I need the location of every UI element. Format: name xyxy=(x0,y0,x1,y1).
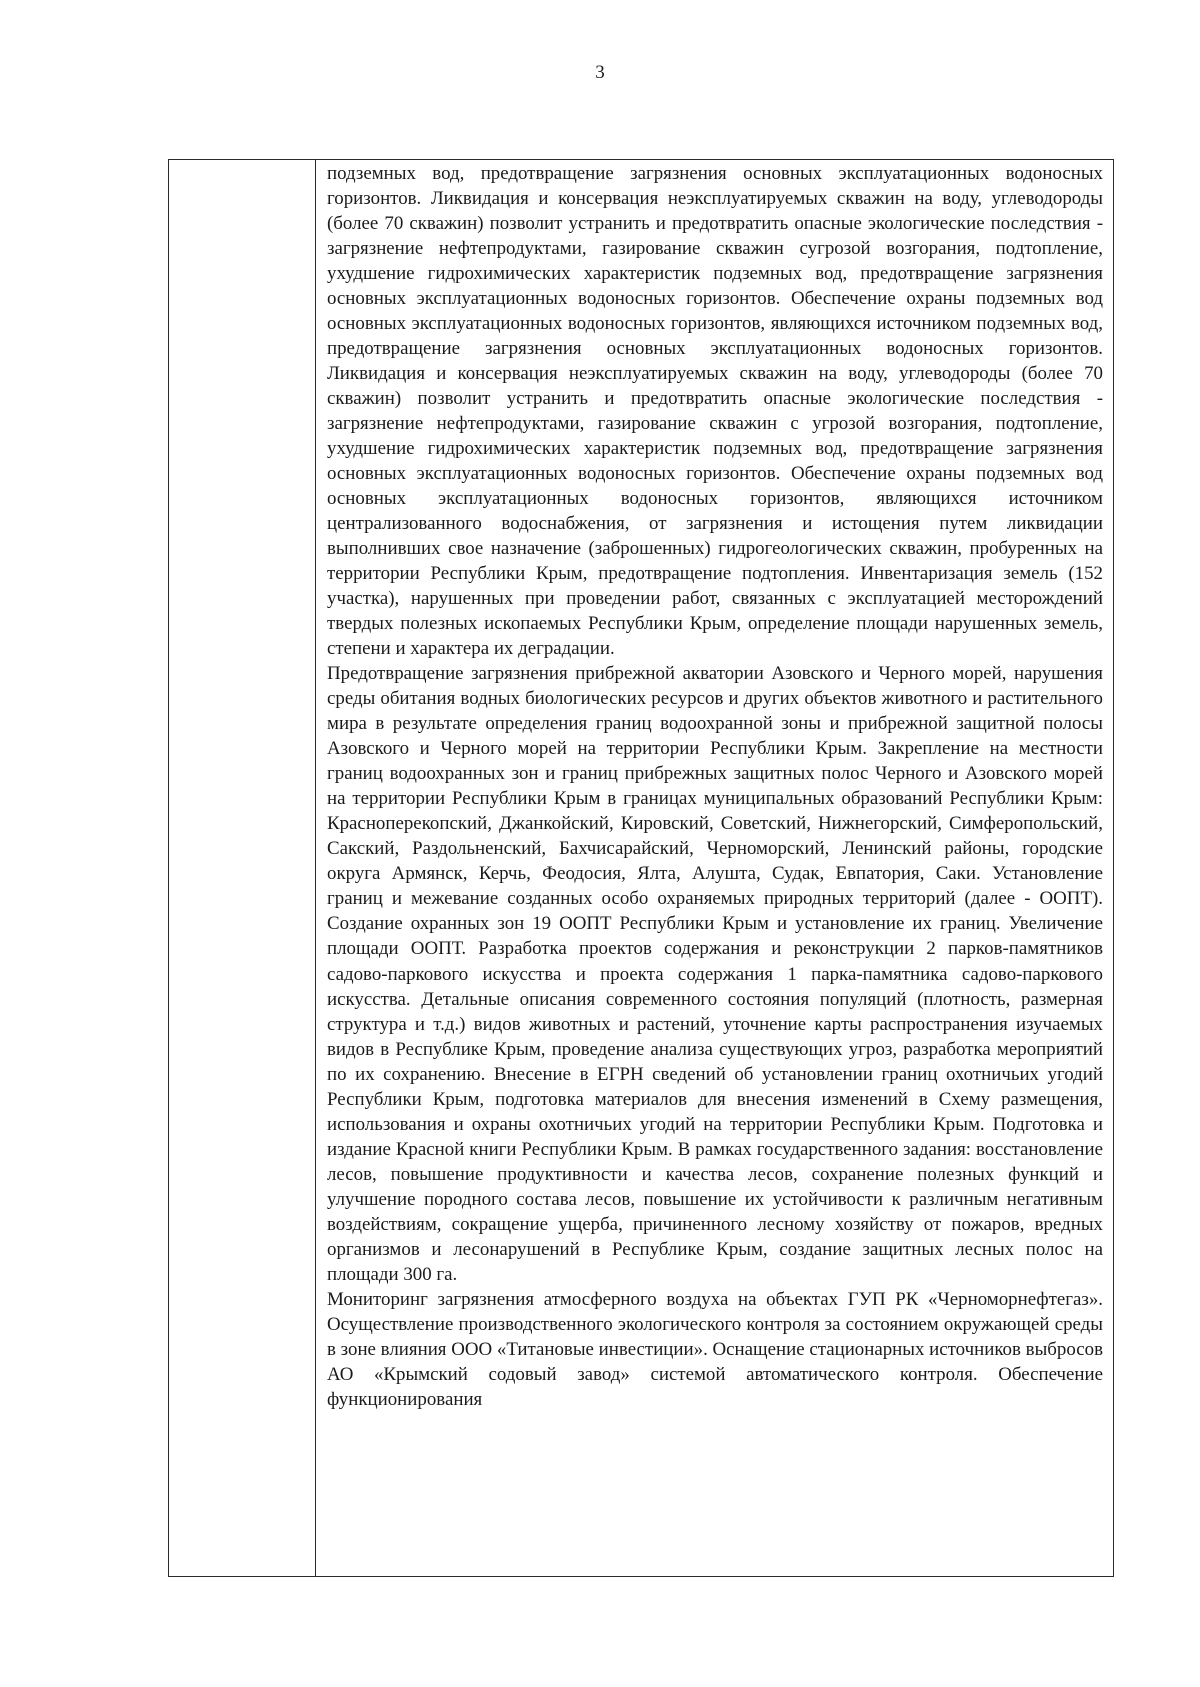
content-table xyxy=(168,159,1114,1577)
paragraph-air-monitoring: Мониторинг загрязнения атмосферного воздуха на объектах ГУП РК «Черноморнефтегаз». Осуществление производственного экологического контроля за состоянием окружающей среды в зоне влияния ООО «Титановые инвестиции». Оснащение стационарных источников выбросов АО «Крымский содовый завод» системой автоматического контроля. Обеспечение функционирования xyxy=(327,1288,1103,1410)
paragraph-coastal-protection: Предотвращение загрязнения прибрежной акватории Азовского и Черного морей, нарушения среды обитания водных биологических ресурсов и других объектов животного и растительного мира в результате определения границ водоохранной зоны и прибрежной защитной полосы Азовского и Черного морей на территории Республики Крым. Закрепление на местности границ водоохранных зон и границ прибрежных защитных полос Черного и Азовского морей на территории Республики Крым в границах муниципальных образований Республики Крым: Красноперекопский, Джанкойский, Кировский, Советский, Нижнегорский, Симферопольский, Сакский, Раздольненский, Бахчисарайский, Черноморский, Ленинский районы, городские округа Армянск, Керчь, Феодосия, Ялта, Алушта, Судак, Евпатория, Саки. Установление границ и межевание созданных особо охраняемых природных территорий (далее - ООПТ). Создание охранных зон 19 ООПТ Республики Крым и установление их границ. Увеличение площади ООПТ. Разработка проектов содержания и реконструкции 2 парков-памятников садово-паркового искусства и проекта содержания 1 парка-памятника садово-паркового искусства. Детальные описания современного состояния популяций (плотность, размерная структура и т.д.) видов животных и растений, уточнение карты распространения изучаемых видов в Республике Крым, проведение анализа существующих угроз, разработка мероприятий по их сохранению. Внесение в ЕГРН сведений об установлении границ охотничьих угодий Республики Крым, подготовка материалов для внесения изменений в Схему размещения, использования и охраны охотничьих угодий на территории Республики Крым. Подготовка и издание Красной книги Республики Крым. В рамках государственного задания: восстановление лесов, повышение продуктивности и качества лесов, сохранение полезных функций и улучшение породного состава лесов, повышение их устойчивости к различным негативным воздействиям, сокращение ущерба, причиненного лесному хозяйству от пожаров, вредных организмов и лесонарушений в Республике Крым, создание защитных лесных полос на площади 300 га. xyxy=(327,663,1103,1285)
table-left-cell xyxy=(169,160,316,1576)
table-right-cell xyxy=(316,160,1113,1576)
page-number: 3 xyxy=(595,62,605,83)
paragraph-groundwater: подземных вод, предотвращение загрязнения основных эксплуатационных водоносных горизонтов. Ликвидация и консервация неэксплуатируемых скважин на воду, углеводороды (более 70 скважин) позволит устранить и предотвратить опасные экологические последствия - загрязнение нефтепродуктами, газирование скважин сугрозой возгорания, подтопление, ухудшение гидрохимических характеристик подземных вод, предотвращение загрязнения основных эксплуатационных водоносных горизонтов. Обеспечение охраны подземных вод основных эксплуатационных водоносных горизонтов, являющихся источником подземных вод, предотвращение загрязнения основных эксплуатационных водоносных горизонтов. Ликвидация и консервация неэксплуатируемых скважин на воду, углеводороды (более 70 скважин) позволит устранить и предотвратить опасные экологические последствия - загрязнение нефтепродуктами, газирование скважин с угрозой возгорания, подтопление, ухудшение гидрохимических характеристик подземных вод, предотвращение загрязнения основных эксплуатационных водоносных горизонтов. Обеспечение охраны подземных вод основных эксплуатационных водоносных горизонтов, являющихся источником централизованного водоснабжения, от загрязнения и истощения путем ликвидации выполнивших свое назначение (заброшенных) гидрогеологических скважин, пробуренных на территории Республики Крым, предотвращение подтопления. Инвентаризация земель (152 участка), нарушенных при проведении работ, связанных с эксплуатацией месторождений твердых полезных ископаемых Республики Крым, определение площади нарушенных земель, степени и характера их деградации. xyxy=(327,163,1103,660)
